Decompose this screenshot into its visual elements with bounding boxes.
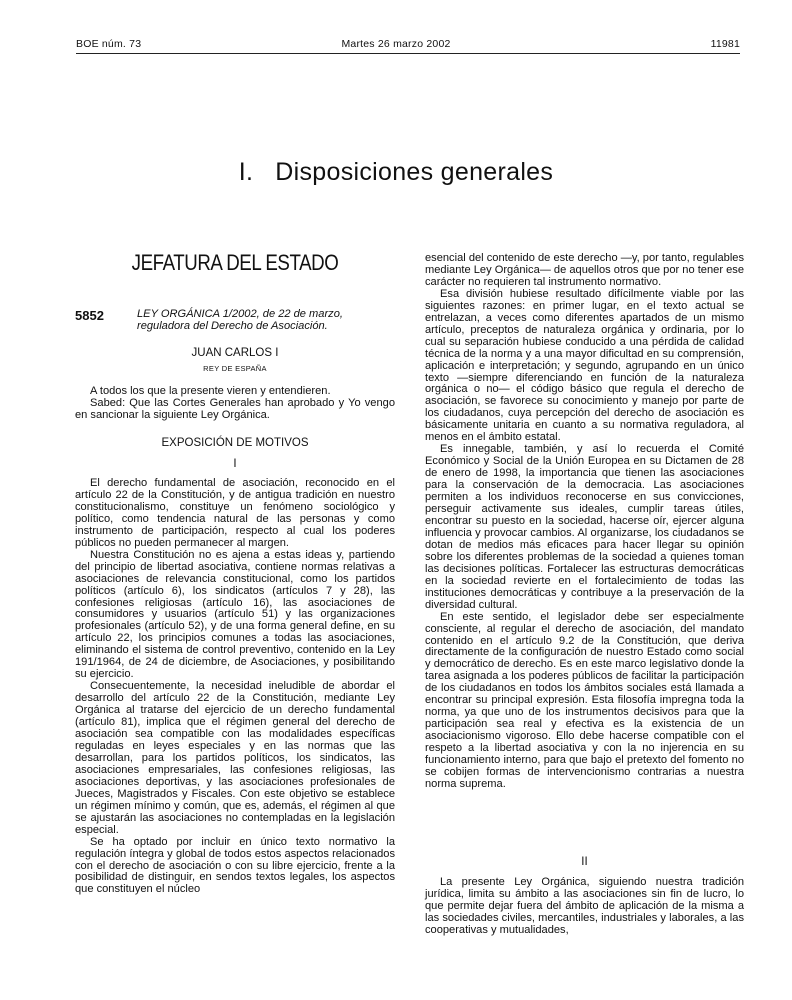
paragraph: esencial del contenido de este derecho —y, por tanto, regulables mediante Ley Orgánica— de aquellos otros que por no tener ese carácter no requieren tal instrumento normativo. (425, 252, 744, 288)
department-heading: JEFATURA DEL ESTADO (131, 250, 339, 275)
header-journal: BOE núm. 73 (76, 38, 142, 50)
intro-line: Sabed: Que las Cortes Generales han aprobado y Yo vengo en sancionar la siguiente Ley Orgánica. (75, 396, 395, 421)
header-date: Martes 26 marzo 2002 (341, 38, 451, 50)
exposicion-heading: EXPOSICIÓN DE MOTIVOS (161, 437, 309, 449)
paragraph: Se ha optado por incluir en único texto normativo la regulación íntegra y global de todos estos aspectos relacionados con el derecho de asociación o con su libre ejercicio, frente a la posibilidad de distinguir, en sendos textos legales, los aspectos que constituyen el núcleo (75, 835, 395, 896)
intro-block (75, 386, 395, 422)
part-two-heading: II (581, 856, 588, 868)
paragraph: En este sentido, el legislador debe ser especialmente consciente, al regular el derecho de asociación, del mandato contenido en el artículo 9.2 de la Constitución, que deriva directamente de la configuración de nuestro Estado como social y democrático de derecho. Es en este marco legislativo donde la tarea asignada a los poderes públicos de facilitar la participación de los ciudadanos en todos los ámbitos sociales está llamada a encontrar su principal expresión. Esta filosofía impregna toda la norma, ya que uno de los instrumentos decisivos para que la participación sea real y efectiva es la existencia de un asociacionismo vigoroso. Ello debe hacerse compatible con el respeto a la libertad asociativa y con la no injerencia en su funcionamiento interno, para que bajo el pretexto del fomento no se cobijen formas de intervencionismo contrarias a nuestra norma suprema. (425, 610, 744, 790)
law-number: 5852 (75, 308, 104, 323)
paragraph: Es innegable, también, y así lo recuerda el Comité Económico y Social de la Unión Europea en su Dictamen de 28 de enero de 1998, la importancia que tienen las asociaciones para la conservación de la democracia. Las asociaciones permiten a los individuos reconocerse en sus convicciones, perseguir activamente sus ideales, cumplir tareas útiles, encontrar su puesto en la sociedad, hacerse oír, ejercer alguna influencia y provocar cambios. Al organizarse, los ciudadanos se dotan de medios más eficaces para hacer llegar su opinión sobre los diferentes problemas de la sociedad a quienes toman las decisiones políticas. Fortalecer las estructuras democráticas en la sociedad revierte en el fortalecimiento de todas las instituciones democráticas y contribuye a la preservación de la diversidad cultural. (425, 443, 744, 611)
section-number: I. (238, 158, 254, 186)
right-column-body (425, 253, 744, 791)
king-name: JUAN CARLOS I (191, 347, 279, 359)
header-rule (76, 53, 740, 54)
section-title (0, 158, 792, 187)
paragraph: La presente Ley Orgánica, siguiendo nuestra tradición jurídica, limita su ámbito a las asociaciones sin fin de lucro, lo que permite dejar fuera del ámbito de aplicación de la misma a las sociedades civiles, mercantiles, industriales y laborales, a las cooperativas y mutualidades, (425, 876, 744, 936)
section-name: Disposiciones generales (275, 158, 554, 186)
law-title: LEY ORGÁNICA 1/2002, de 22 de marzo, reguladora del Derecho de Asociación. (137, 308, 343, 332)
king-title: REY DE ESPAÑA (203, 364, 267, 373)
paragraph: Consecuentemente, la necesidad ineludible de abordar el desarrollo del artículo 22 de la Constitución, mediante Ley Orgánica al tratarse del ejercicio de un derecho fundamental (artículo 81), implica que el régimen general del derecho de asociación sea compatible con las modalidades específicas reguladas en leyes especiales y en las normas que las desarrollan, para los partidos políticos, los sindicatos, las asociaciones empresariales, las confesiones religiosas, las asociaciones deportivas, y las asociaciones profesionales de Jueces, Magistrados y Fiscales. Con este objetivo se establece un régimen mínimo y común, que es, además, el régimen al que se ajustarán las asociaciones no contempladas en la legislación especial. (75, 680, 395, 836)
header-page-number: 11981 (710, 38, 740, 50)
paragraph: El derecho fundamental de asociación, reconocido en el artículo 22 de la Constitución, y de antigua tradición en nuestro constitucionalismo, constituye un fenómeno sociológico y político, como tendencia natural de las personas y como instrumento de participación, respecto al cual los poderes públicos no pueden permanecer al margen. (75, 477, 395, 549)
intro-line: A todos los que la presente vieren y entendieren. (90, 385, 331, 397)
paragraph: Nuestra Constitución no es ajena a estas ideas y, partiendo del principio de libertad asociativa, contiene normas relativas a asociaciones de relevancia constitucional, como los partidos políticos (artículo 6), los sindicatos (artículos 7 y 28), las confesiones religiosas (artículo 16), las asociaciones de consumidores y usuarios (artículo 51) y las organizaciones profesionales (artículo 52), y de una forma general define, en su artículo 22, los principios comunes a todas las asociaciones, eliminando el sistema de control preventivo, contenido en la Ley 191/1964, de 24 de diciembre, de Asociaciones, y posibilitando su ejercicio. (75, 548, 395, 681)
part-one-heading: I (233, 458, 237, 470)
right-column-body-2 (425, 877, 744, 937)
left-column-body (75, 478, 395, 896)
paragraph: Esa división hubiese resultado difícilmente viable por las siguientes razones: en primer lugar, en el texto actual se entrelazan, a veces como diferentes apartados de un mismo artículo, preceptos de naturaleza orgánica y ordinaria, por lo cual su separación hubiese conducido a una pérdida de calidad técnica de la norma y a una mayor dificultad en su comprensión, aplicación e interpretación; y segundo, agrupando en un único texto —siempre diferenciando en función de la naturaleza orgánica o no— el código básico que regula el derecho de asociación, se favorece su conocimiento y manejo por parte de los ciudadanos, cuya percepción del derecho de asociación es básicamente unitaria en cuanto a su normativa reguladora, al menos en el ámbito estatal. (425, 287, 744, 444)
